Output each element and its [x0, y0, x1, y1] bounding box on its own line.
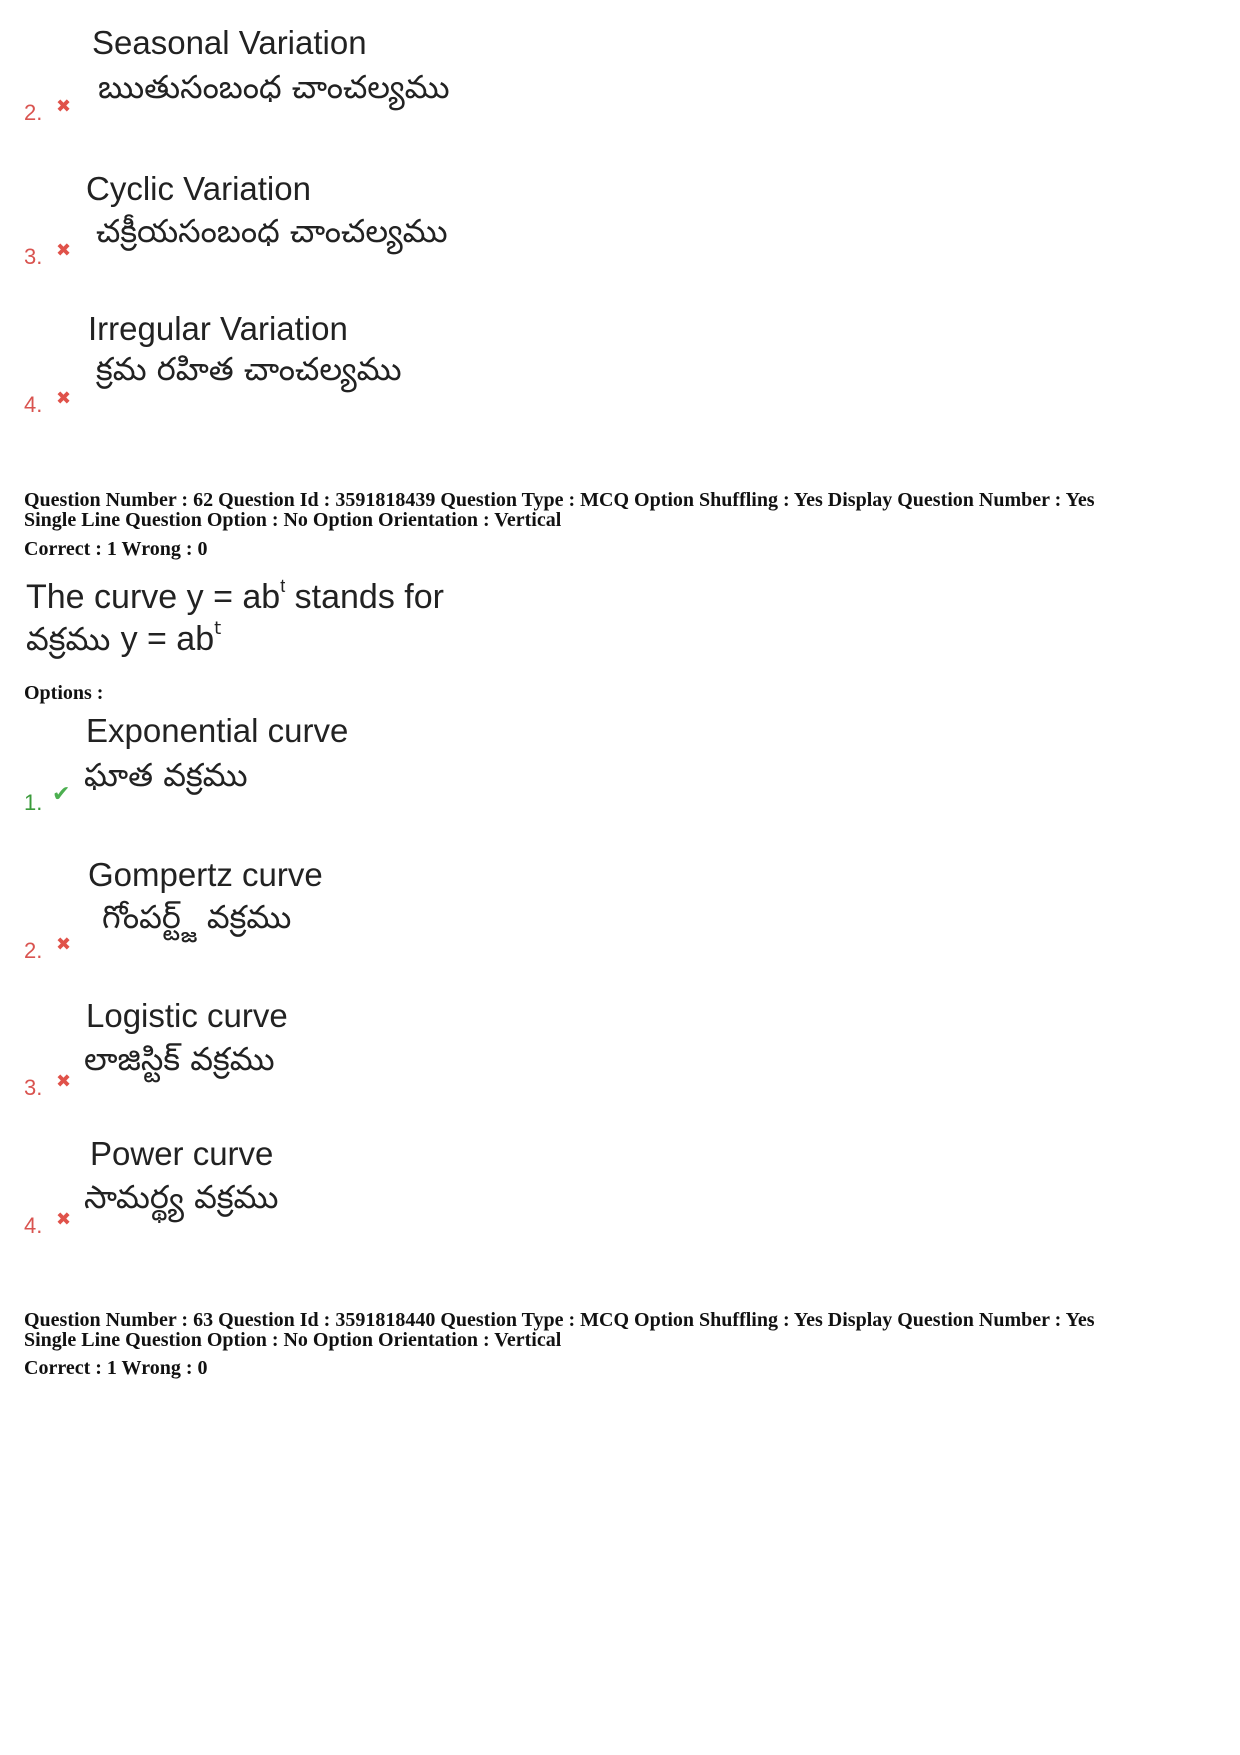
question-meta-line1: Question Number : 63 Question Id : 3591818440 Question Type : MCQ Option Shuffling : Yes Display Question Number : Yes — [24, 1309, 1095, 1331]
options-label: Options : — [24, 682, 104, 704]
option-english-text: Seasonal Variation — [92, 24, 367, 61]
option-number: 1. — [24, 790, 43, 815]
option-english-text: Exponential curve — [86, 712, 349, 749]
wrong-cross-icon: ✖ — [56, 934, 72, 955]
correct-check-icon: ✔ — [52, 782, 71, 807]
option-telugu-text: ఘాత వక్రము — [84, 756, 248, 794]
question-meta-line2: Single Line Question Option : No Option Orientation : Vertical — [24, 509, 562, 531]
option-telugu-text: లాజిస్టిక్ వక్రము — [84, 1040, 275, 1078]
wrong-cross-icon: ✖ — [56, 1209, 72, 1230]
option-english-text: Power curve — [90, 1135, 274, 1172]
question-en-exponent: t — [280, 575, 286, 596]
option-english-text: Logistic curve — [86, 997, 288, 1034]
option-number: 3. — [24, 1075, 43, 1100]
wrong-cross-icon: ✖ — [56, 240, 72, 261]
wrong-cross-icon: ✖ — [56, 96, 72, 117]
wrong-cross-icon: ✖ — [56, 1071, 72, 1092]
question-en-prefix: The curve y = ab — [26, 578, 281, 616]
option-english-text: Cyclic Variation — [86, 170, 311, 207]
question-te-equation: y = ab — [120, 620, 215, 658]
option-english-text: Irregular Variation — [88, 310, 348, 347]
option-telugu-text: క్రమ రహిత చాంచల్యము — [96, 350, 402, 388]
score-line: Correct : 1 Wrong : 0 — [24, 538, 208, 560]
question-meta-line2: Single Line Question Option : No Option Orientation : Vertical — [24, 1329, 562, 1351]
option-english-text: Gompertz curve — [88, 856, 323, 893]
option-number: 4. — [24, 392, 43, 417]
option-telugu-text: సామర్థ్య వక్రము — [84, 1178, 279, 1216]
question-meta-line1: Question Number : 62 Question Id : 3591818439 Question Type : MCQ Option Shuffling : Yes Display Question Number : Yes — [24, 489, 1095, 511]
question-te-exponent: t — [214, 618, 222, 640]
option-number: 4. — [24, 1213, 43, 1238]
wrong-cross-icon: ✖ — [56, 388, 72, 409]
option-number: 2. — [24, 938, 43, 963]
score-line: Correct : 1 Wrong : 0 — [24, 1357, 208, 1379]
option-telugu-text: గోంపర్ట్జ్ వక్రము — [102, 898, 292, 936]
question-en-suffix: stands for — [285, 578, 444, 616]
option-number: 3. — [24, 244, 43, 269]
question-te-prefix: వక్రము — [26, 620, 111, 658]
question-text-telugu — [26, 620, 221, 666]
option-telugu-text: ఋతుసంబంధ చాంచల్యము — [98, 68, 450, 106]
option-number: 2. — [24, 100, 43, 125]
option-telugu-text: చక్రీయసంబంధ చాంచల్యము — [96, 212, 448, 250]
question-text-english — [26, 575, 444, 617]
